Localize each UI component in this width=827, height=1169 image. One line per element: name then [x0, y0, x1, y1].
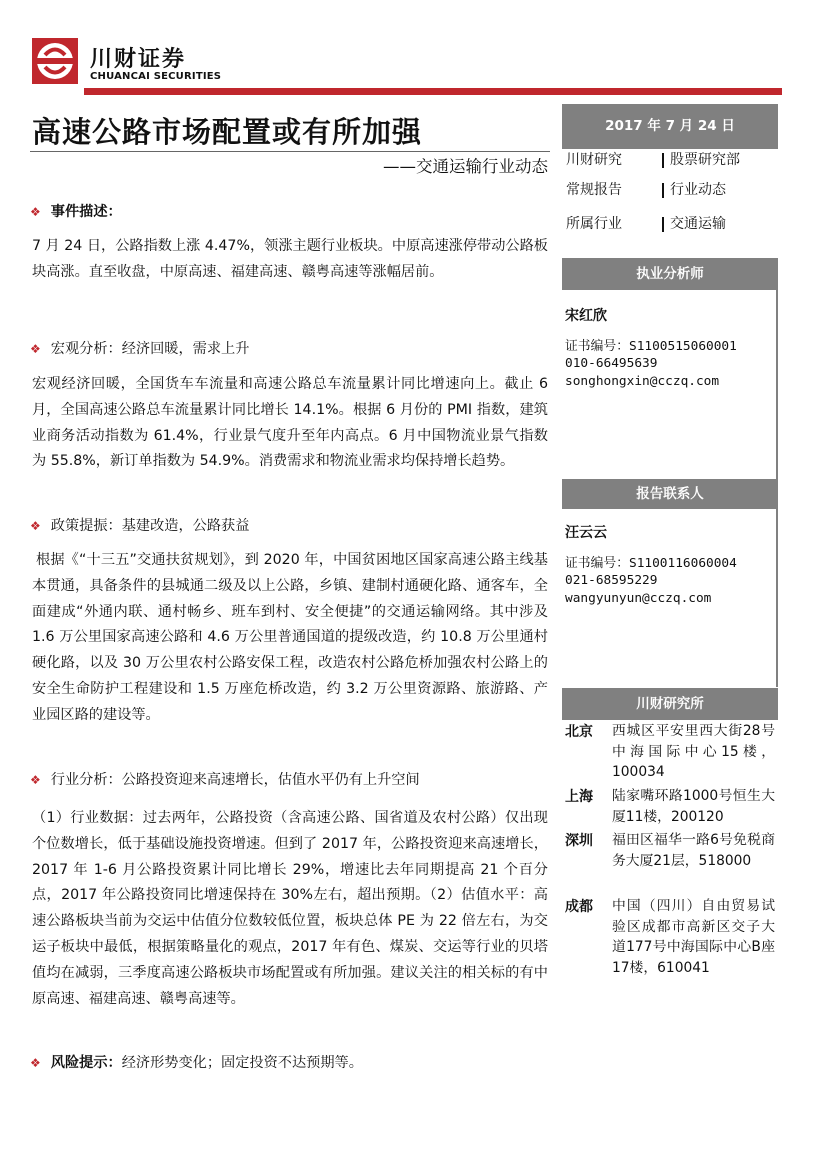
brand-name-en: CHUANCAI SECURITIES [90, 71, 222, 82]
diamond-bullet-icon: ❖ [30, 342, 41, 356]
meta-row: 所属行业 [566, 216, 622, 232]
office-city: 成都 [565, 899, 593, 915]
sidebar-rule [776, 290, 778, 480]
diamond-bullet-icon: ❖ [30, 519, 41, 533]
page-subtitle: ——交通运输行业动态 [383, 157, 548, 176]
meta-row: 常规报告 [566, 182, 622, 198]
section-risk: ❖ 风险提示：经济形势变化；固定投资不达预期等。 [30, 1055, 363, 1071]
contact-details: 证书编号：S1100116060004 021-68595229 wangyunyun@cczq.com [565, 556, 737, 606]
meta-row-value: 交通运输 [662, 213, 726, 233]
contact-name: 汪云云 [565, 525, 607, 541]
section-event-body: 7 月 24 日，公路指数上涨 4.47%，领涨主题行业板块。中原高速涨停带动公路板块高涨。直至收盘，中原高速、福建高速、赣粤高速等涨幅居前。 [32, 238, 548, 280]
meta-row-value: 行业动态 [662, 179, 726, 199]
analyst-name: 宋红欣 [565, 308, 607, 324]
section-policy-body: 根据《“十三五”交通扶贫规划》，到 2020 年，中国贫困地区国家高速公路主线基本贯通，具备条件的县城通二级及以上公路，乡镇、建制村通硬化路、通客车，全面建成“外通内联、通村畅乡、班车到村、安全便捷”的交通运输网络。其中涉及 1.6 万公里国家高速公路和 4.6 万公里普通国道的提级改造，约 10.8 万公里通村硬化路，以及 30 万公里农村公路安保工程，改造农村公路危桥加强农村公路上的安全生命防护工程建设和 1.5 万座危桥改造，约 3.2 万公里资源路、旅游路、产业园区路的建设等。 [32, 552, 548, 723]
contact-header: 报告联系人 [562, 479, 778, 509]
institute-header: 川财研究所 [562, 688, 778, 720]
office-address: 福田区福华一路6号免税商务大厦21层，518000 [612, 832, 775, 869]
office-address: 陆家嘴环路1000号恒生大厦11楼，200120 [612, 788, 775, 825]
report-date: 2017 年 7 月 24 日 [562, 104, 778, 149]
section-industry-heading: ❖ 行业分析：公路投资迎来高速增长，估值水平仍有上升空间 [30, 772, 420, 788]
office-city: 上海 [565, 789, 593, 805]
office-city: 深圳 [565, 833, 593, 849]
meta-row: 川财研究 [566, 152, 622, 168]
sidebar-rule [776, 509, 778, 687]
analyst-contact: 证书编号：S1100515060001 010-66495639 songhongxin@cczq.com [565, 339, 737, 389]
diamond-bullet-icon: ❖ [30, 1056, 41, 1070]
page-title: 高速公路市场配置或有所加强 [32, 115, 423, 149]
section-industry-body: （1）行业数据：过去两年，公路投资（含高速公路、国省道及农村公路）仅出现个位数增长，低于基础设施投资增速。但到了 2017 年，公路投资迎来高速增长，2017 年 1-6 月公路投资累计同比增长 29%，增速比去年同期提高 21 个百分点，2017 年公路投资同比增速保持在 30%左右，超出预期。（2）估值水平：高速公路板块当前为交运中估值分位数较低位置，板块总体 PE 为 22 倍左右，为交运子板块中最低，根据策略量化的观点，2017 年有色、煤炭、交运等行业的贝塔值均在减弱，三季度高速公路板块市场配置或有所加强。建议关注的相关标的有中原高速、福建高速、赣粤高速等。 [32, 810, 548, 1007]
diamond-bullet-icon: ❖ [30, 773, 41, 787]
meta-row-value: 股票研究部 [662, 149, 740, 169]
office-address: 西城区平安里西大街28号中海国际中心15楼，100034 [612, 723, 775, 780]
section-event-heading: ❖ 事件描述： [30, 204, 122, 220]
header-divider [84, 88, 782, 95]
analyst-header: 执业分析师 [562, 258, 778, 290]
section-macro-body: 宏观经济回暖，全国货车车流量和高速公路总车流量累计同比增速向上。截止 6 月，全国高速公路总车流量累计同比增长 14.1%。根据 6 月份的 PMI 指数，建筑业商务活动指数为 61.4%，行业景气度升至年内高点。6 月中国物流业景气指数为 55.8%，新订单指数为 54.9%。消费需求和物流业需求均保持增长趋势。 [32, 376, 548, 470]
title-divider [30, 151, 550, 152]
section-macro-heading: ❖ 宏观分析：经济回暖，需求上升 [30, 341, 250, 357]
diamond-bullet-icon: ❖ [30, 205, 41, 219]
office-city: 北京 [565, 724, 593, 740]
brand-name: 川财证券 [90, 47, 187, 72]
logo-icon [32, 38, 78, 84]
office-address: 中国（四川）自由贸易试验区成都市高新区交子大道177号中海国际中心B座17楼，610041 [612, 898, 775, 976]
section-policy-heading: ❖ 政策提振：基建改造，公路获益 [30, 518, 250, 534]
